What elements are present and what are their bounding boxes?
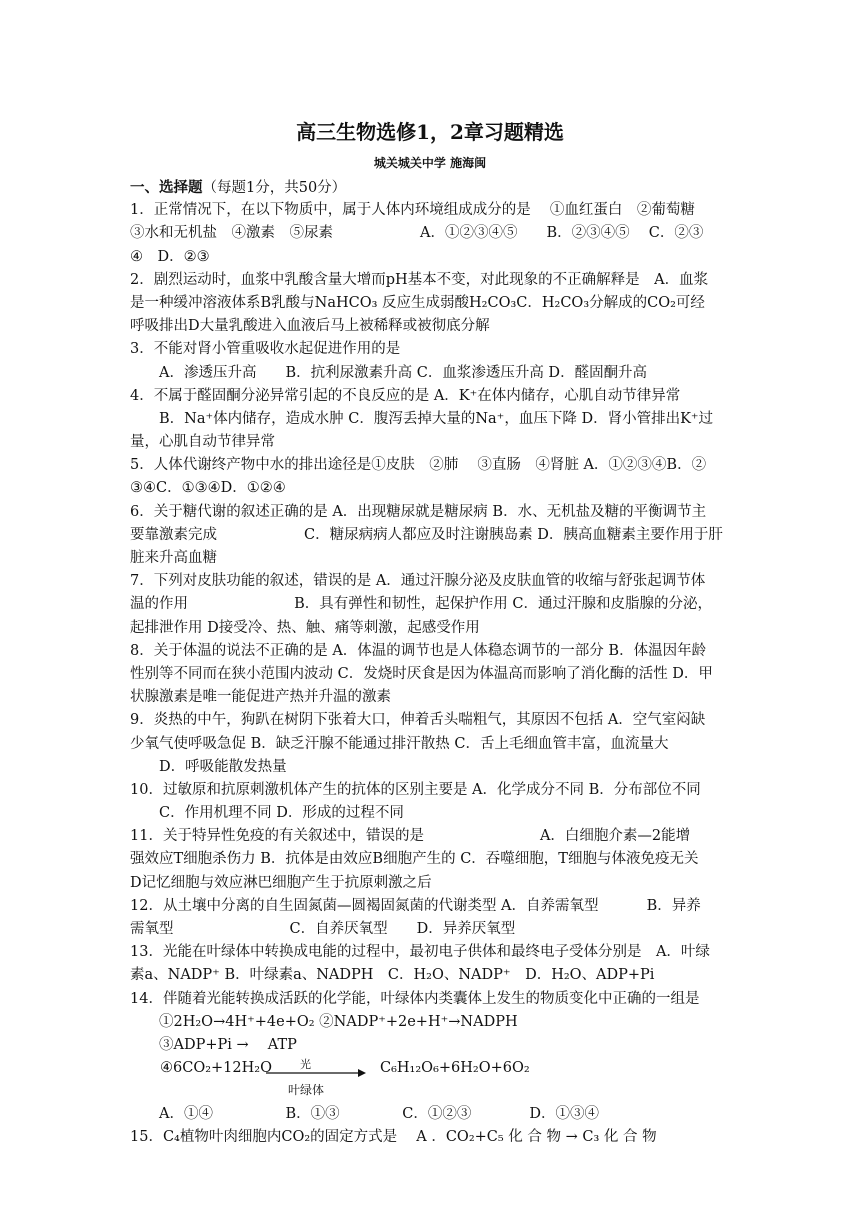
text-line: ③ADP+Pi → ATP — [130, 1036, 297, 1053]
text-line: D记忆细胞与效应淋巴细胞产生于抗原刺激之后 — [130, 874, 432, 891]
text-line: 起排泄作用 D接受冷、热、触、痛等刺激，起感受作用 — [130, 619, 480, 636]
equation-right: C₆H₁₂O₆+6H₂O+6O₂ — [380, 1060, 530, 1077]
question-15: 15．C₄植物叶肉细胞内CO₂的固定方式是 A ．CO₂+C₅ 化 合 物 → C₃ 化 合 物 — [130, 1129, 657, 1146]
text-line: ④ D．②③ — [130, 248, 210, 265]
text-line: 10．过敏原和抗原刺激机体产生的抗体的区别主要是 A．化学成分不同 B．分布部位不同 — [130, 781, 701, 798]
text-line: 8．关于体温的说法不正确的是 A．体温的调节也是人体稳态调节的一部分 B．体温因年龄 — [130, 642, 707, 659]
text-line: 少氧气使呼吸急促 B．缺乏汗腺不能通过排汗散热 C．舌上毛细血管丰富，血流量大 — [130, 735, 669, 752]
text-line: 11．关于特异性免疫的有关叙述中，错误的是 A．白细胞介素—2能增 — [130, 828, 691, 845]
text-line: ①2H₂O→4H⁺+4e+O₂ ②NADP⁺+2e+H⁺→NADPH — [130, 1013, 518, 1030]
question-14-options: A．①④ B．①③ C．①②③ D．①③④ — [130, 1106, 599, 1123]
text-line: ③④C．①③④D．①②④ — [130, 480, 286, 497]
text-line: 要靠激素完成 C．糖尿病病人都应及时注谢胰岛素 D．胰高血糖素主要作用于肝 — [130, 526, 723, 543]
text-line: ③水和无机盐 ④激素 ⑤尿素 A．①②③④⑤ B．②③④⑤ C．②③ — [130, 225, 704, 242]
text-line: 性别等不同而在狭小范围内波动 C．发烧时厌食是因为体温高而影响了消化酶的活性 D．甲 — [130, 665, 713, 682]
text-line: 温的作用 B．具有弹性和韧性，起保护作用 C．通过汗腺和皮脂腺的分泌， — [130, 596, 712, 613]
author-line: 城关城关中学 施海闽 — [373, 156, 487, 170]
text-line: 14．伴随着光能转换成活跃的化学能，叶绿体内类囊体上发生的物质变化中正确的一组是 — [130, 990, 700, 1007]
text-line: 脏来升高血糖 — [130, 550, 217, 566]
text-line: 9．炎热的中午，狗趴在树阴下张着大口，伸着舌头喘粗气，其原因不包括 A．空气室闷缺 — [130, 712, 706, 729]
document-title: 高三生物选修1，2章习题精选 — [296, 120, 564, 144]
text-line: 6．关于糖代谢的叙述正确的是 A．出现糖尿就是糖尿病 B．水、无机盐及糖的平衡调节主 — [130, 503, 707, 520]
text-line: 需氧型 C．自养厌氧型 D．异养厌氧型 — [130, 921, 516, 937]
equation-condition-chloroplast: 叶绿体 — [288, 1083, 325, 1098]
text-line: 4．不属于醛固酮分泌异常引起的不良反应的是 A．K⁺在体内储存，心肌自动节律异常 — [130, 387, 681, 404]
text-line: B．Na⁺体内储存，造成水肿 C．腹泻丢掉大量的Na⁺，血压下降 D．肾小管排出K⁺过 — [130, 410, 714, 427]
question-body — [130, 176, 730, 1150]
text-line: 呼吸排出D大量乳酸进入血液后马上被稀释或被彻底分解 — [130, 318, 490, 335]
equation-condition-light: 光 — [300, 1058, 311, 1072]
text-line: 13．光能在叶绿体中转换成电能的过程中，最初电子供体和最终电子受体分别是 A．叶绿 — [130, 944, 710, 961]
text-line: 强效应T细胞杀伤力 B．抗体是由效应B细胞产生的 C．吞噬细胞，T细胞与体液免疫无关 — [130, 851, 699, 868]
text-line: 12．从土壤中分离的自生固氮菌—圆褐固氮菌的代谢类型 A．自养需氧型 B．异养 — [130, 897, 701, 914]
text-line: 5．人体代谢终产物中水的排出途径是①皮肤 ②肺 ③直肠 ④肾脏 A．①②③④B．② — [130, 457, 707, 474]
text-line: 3．不能对肾小管重吸收水起促进作用的是 — [130, 341, 401, 358]
equation-left: ④6CO₂+12H₂O — [160, 1060, 272, 1077]
section-heading — [130, 176, 730, 199]
text-line: 7．下列对皮肤功能的叙述，错误的是 A．通过汗腺分泌及皮肤血管的收缩与舒张起调节体 — [130, 573, 706, 590]
photosynthesis-equation — [130, 1057, 730, 1103]
text-line: C．作用机理不同 D．形成的过程不同 — [130, 805, 404, 822]
section-title: 一、选择题 — [130, 179, 203, 196]
text-line: 素a、NADP⁺ B．叶绿素a、NADPH C．H₂O、NADP⁺ D．H₂O、ADP+Pi — [130, 967, 655, 984]
reaction-arrow-icon — [266, 1067, 366, 1079]
question-lines — [130, 199, 730, 1057]
section-note: （每题1分，共50分） — [202, 180, 347, 196]
text-line: 2．剧烈运动时，血浆中乳酸含量大增而pH基本不变，对此现象的不正确解释是 A．血浆 — [130, 271, 709, 288]
text-line: 1．正常情况下，在以下物质中，属于人体内环境组成成分的是 ①血红蛋白 ②葡萄糖 — [130, 202, 695, 219]
text-line: 状腺激素是唯一能促进产热并升温的激素 — [130, 689, 391, 706]
text-line: 是一种缓冲溶液体系B乳酸与NaHCO₃ 反应生成弱酸H₂CO₃C．H₂CO₃分解成的CO₂可经 — [130, 294, 705, 311]
text-line: 量，心肌自动节律异常 — [130, 434, 275, 451]
text-line: A．渗透压升高 B．抗利尿激素升高 C．血浆渗透压升高 D．醛固酮升高 — [130, 364, 648, 381]
text-line: D．呼吸能散发热量 — [130, 758, 287, 775]
